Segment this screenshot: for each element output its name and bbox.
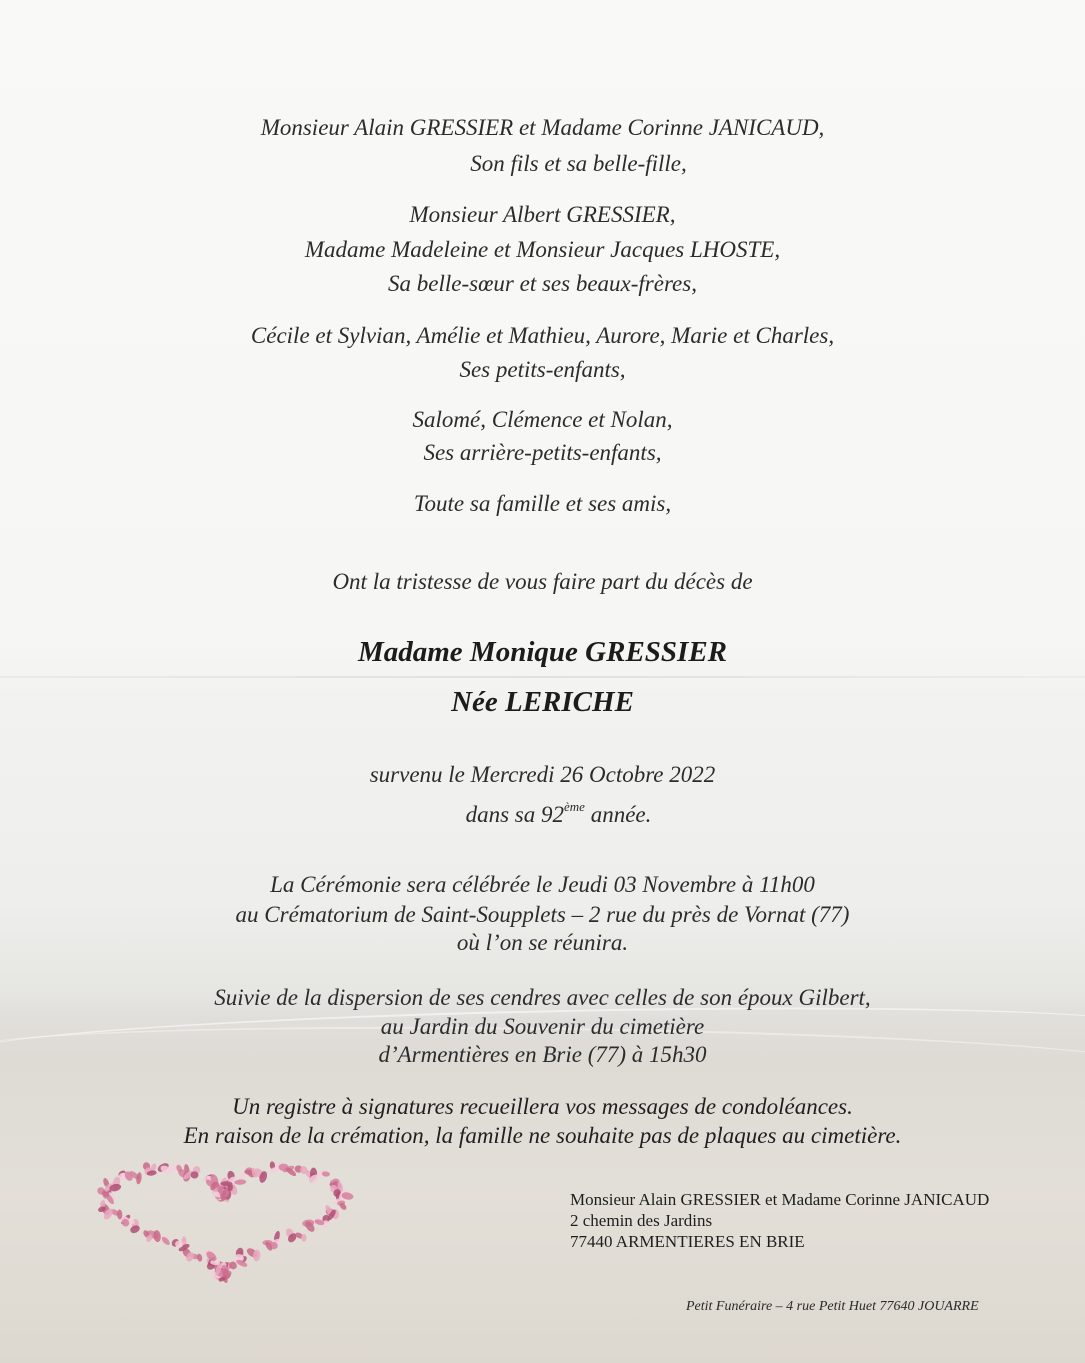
contact-address [570,1189,989,1252]
funeral-home-footer: Petit Funéraire – 4 rue Petit Huet 77640 JOUARRE [686,1299,979,1314]
contact-street: 2 chemin des Jardins [570,1211,713,1230]
family-line: Toute sa famille et ses amis, [413,491,672,516]
contact-name: Monsieur Alain GRESSIER et Madame Corinne JANICAUD [570,1190,990,1209]
flower-heart-icon [88,1150,358,1290]
notice-line: En raison de la crémation, la famille ne souhaite pas de plaques au cimetière. [183,1123,902,1148]
card-fold [0,676,1085,678]
announcement-text: Ont la tristesse de vous faire part du décès de [332,569,753,594]
notice-line: Un registre à signatures recueillera vos messages de condoléances. [232,1094,853,1119]
family-line: Cécile et Sylvian, Amélie et Mathieu, Aurore, Marie et Charles, [250,323,835,348]
dispersion-line: au Jardin du Souvenir du cimetière [380,1014,705,1039]
family-relation: Ses petits-enfants, [459,357,626,382]
family-relation: Sa belle-sœur et ses beaux-frères, [388,271,697,296]
contact-city: 77440 ARMENTIERES EN BRIE [570,1232,805,1251]
deceased-maiden-name: Née LERICHE [451,686,634,718]
heart-petal [196,1253,203,1262]
family-line: Madame Madeleine et Monsieur Jacques LHOSTE, [304,237,781,262]
family-relation: Son fils et sa belle-fille, [470,151,687,176]
ceremony-line: La Cérémonie sera célébrée le Jeudi 03 Novembre à 11h00 [270,872,815,897]
family-relation: Ses arrière-petits-enfants, [423,440,662,465]
death-date: survenu le Mercredi 26 Octobre 2022 [369,762,716,787]
deceased-name: Madame Monique GRESSIER [357,636,728,668]
dispersion-line: d’Armentières en Brie (77) à 15h30 [378,1042,707,1067]
family-line: Salomé, Clémence et Nolan, [412,407,673,432]
family-line: Monsieur Alain GRESSIER et Madame Corinne JANICAUD, [260,115,825,140]
family-line: Monsieur Albert GRESSIER, [409,202,676,227]
death-age: dans sa 92ème année. [465,799,652,827]
dispersion-line: Suivie de la dispersion de ses cendres avec celles de son époux Gilbert, [214,985,871,1010]
ceremony-line: où l’on se réunira. [456,930,629,955]
heart-petal [129,1224,141,1235]
heart-petal [301,1234,306,1242]
ceremony-line: au Crématorium de Saint-Soupplets – 2 rue du près de Vornat (77) [235,902,850,927]
